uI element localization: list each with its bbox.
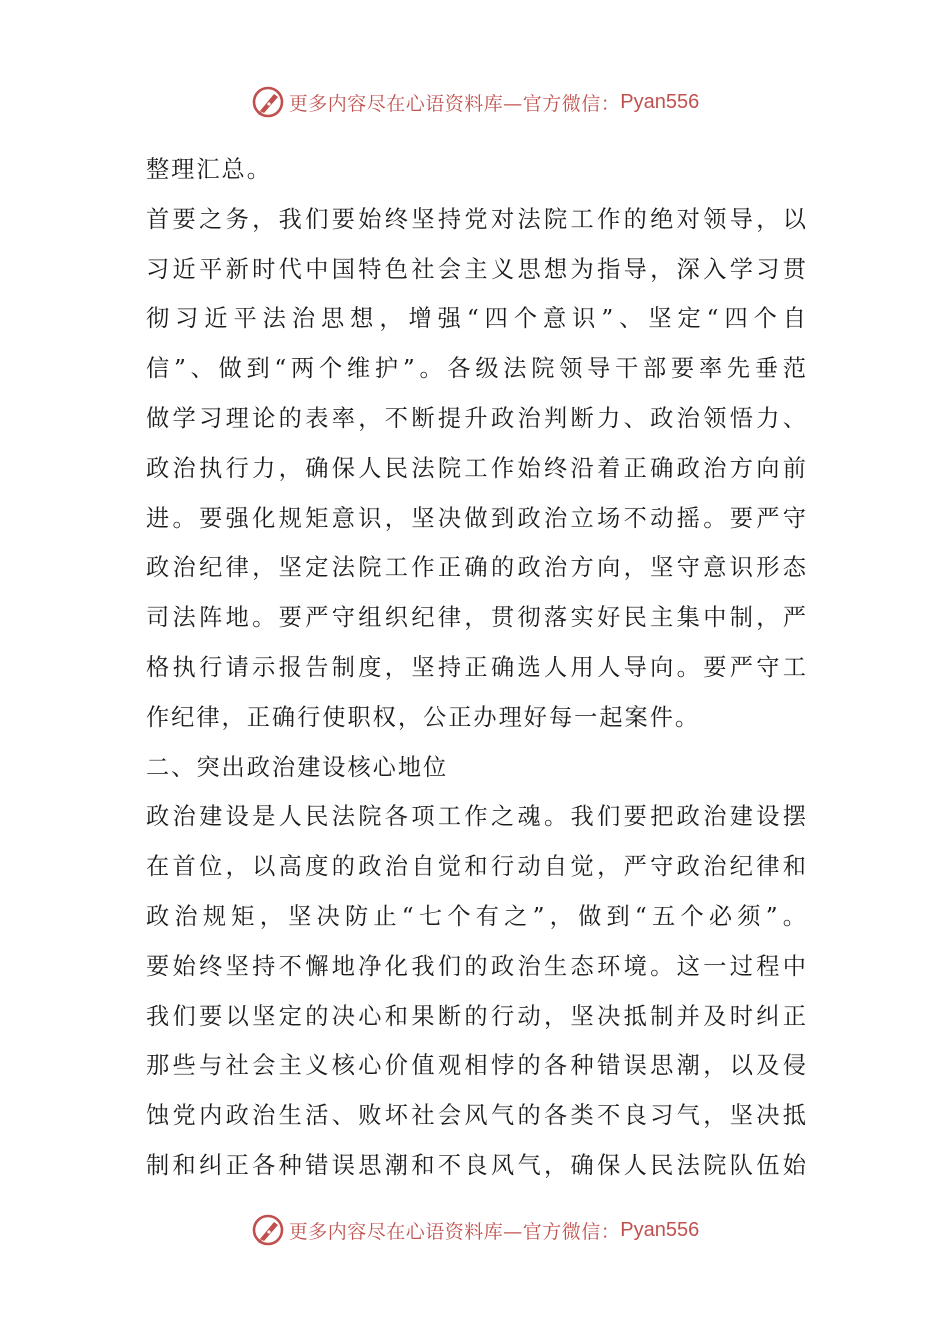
watermark-text: 更多内容尽在心语资料库—官方微信： xyxy=(288,92,621,115)
pen-nib-icon xyxy=(251,85,285,119)
text-line: 那些与社会主义核心价值观相悖的各种错误思潮，以及侵 xyxy=(146,1052,806,1080)
pen-nib-icon xyxy=(251,1213,285,1247)
watermark-handle: Pyan556 xyxy=(620,1218,700,1241)
text-line: 政治纪律，坚定法院工作正确的政治方向，坚守意识形态 xyxy=(146,554,806,582)
text-line: 作纪律，正确行使职权，公正办理好每一起案件。 xyxy=(146,703,701,731)
text-line: 做学习理论的表率，不断提升政治判断力、政治领悟力、 xyxy=(146,404,806,432)
text-line: 要始终坚持不懈地净化我们的政治生态环境。这一过程中 xyxy=(146,952,806,980)
text-line: 政治执行力，确保人民法院工作始终沿着正确政治方向前 xyxy=(146,454,806,482)
text-line: 二、突出政治建设核心地位 xyxy=(146,753,449,781)
document-body xyxy=(146,145,806,1191)
text-line: 司法阵地。要严守组织纪律，贯彻落实好民主集中制，严 xyxy=(146,604,806,632)
footer-watermark xyxy=(0,1210,950,1250)
text-line: 格执行请示报告制度，坚持正确选人用人导向。要严守工 xyxy=(146,653,806,681)
text-line: 蚀党内政治生活、败坏社会风气的各类不良习气，坚决抵 xyxy=(146,1102,806,1130)
text-line: 整理汇总。 xyxy=(146,156,272,183)
text-line: 我们要以坚定的决心和果断的行动，坚决抵制并及时纠正 xyxy=(146,1002,806,1030)
text-line: 制和纠正各种错误思潮和不良风气，确保人民法院队伍始 xyxy=(146,1151,806,1179)
header-watermark xyxy=(0,82,950,122)
text-line: 政治建设是人民法院各项工作之魂。我们要把政治建设摆 xyxy=(146,803,806,831)
text-line: 在首位，以高度的政治自觉和行动自觉，严守政治纪律和 xyxy=(146,853,806,881)
text-line: 首要之务，我们要始终坚持党对法院工作的绝对领导，以 xyxy=(146,205,806,233)
text-line: 进。要强化规矩意识，坚决做到政治立场不动摇。要严守 xyxy=(146,504,806,532)
text-line: 信”、做到“两个维护”。各级法院领导干部要率先垂范 xyxy=(146,355,806,383)
text-line: 习近平新时代中国特色社会主义思想为指导，深入学习贯 xyxy=(146,255,806,283)
watermark-text: 更多内容尽在心语资料库—官方微信： xyxy=(288,1220,621,1243)
text-line: 彻习近平法治思想，增强“四个意识”、坚定“四个自 xyxy=(146,305,806,333)
text-line: 政治规矩，坚决防止“七个有之”，做到“五个必须”。 xyxy=(146,902,806,930)
watermark-handle: Pyan556 xyxy=(620,90,700,113)
